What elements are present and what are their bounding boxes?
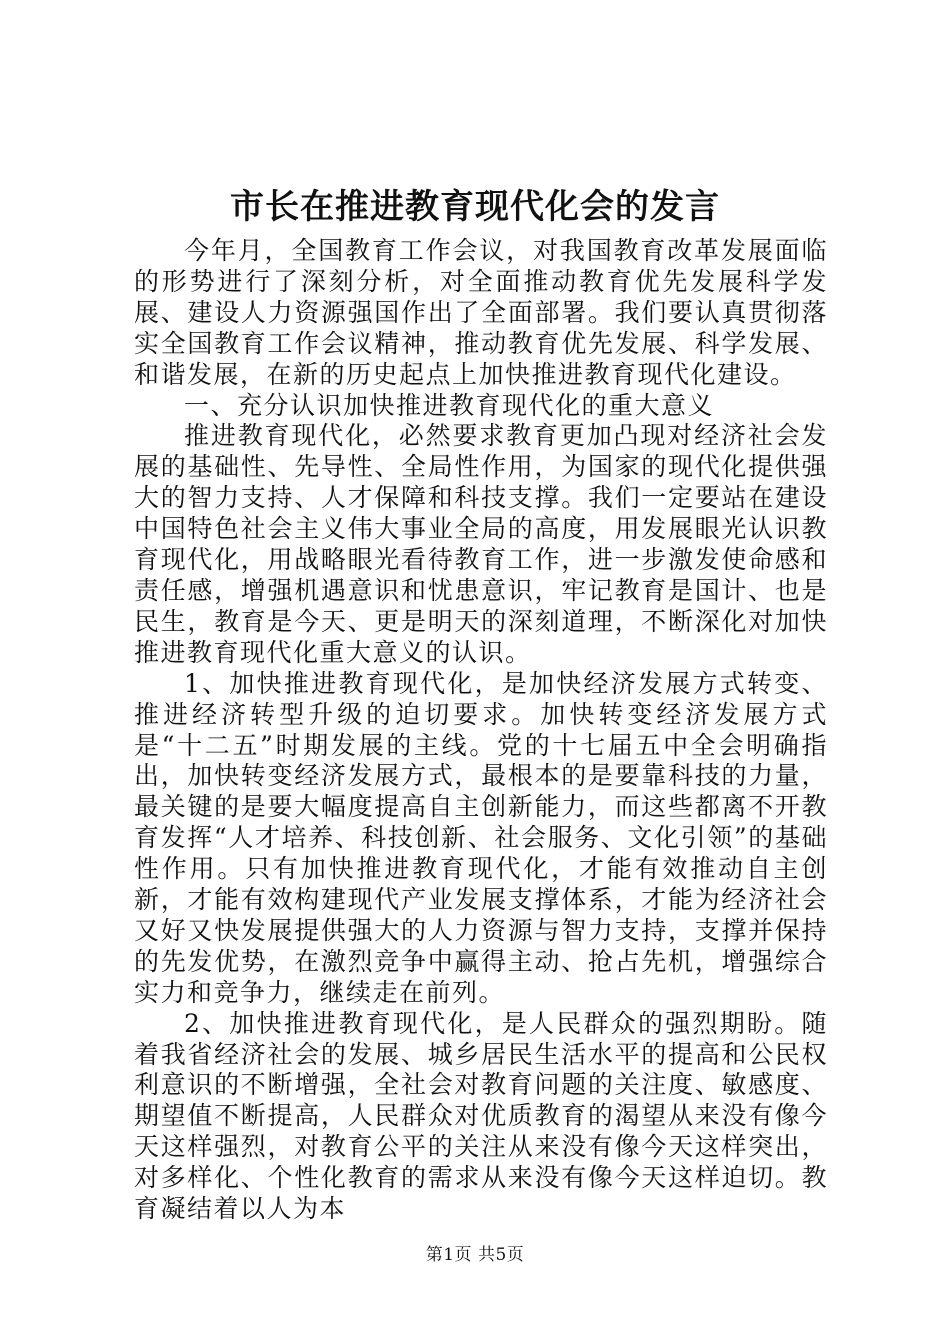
paragraph-point-1: 1、加快推进教育现代化，是加快经济发展方式转变、推进经济转型升级的迫切要求。加快转变经济发展方式是“十二五”时期发展的主线。党的十七届五中全会明确指出，加快转变经济发展方式，最根本的是要靠科技的力量，最关键的是要大幅度提高自主创新能力，而这些都离不开教育发挥“人才培养、科技创新、社会服务、文化引领”的基础性作用。只有加快推进教育现代化，才能有效推动自主创新，才能有效构建现代产业发展支撑体系，才能为经济社会又好又快发展提供强大的人力资源与智力支持，支撑并保持的先发优势，在激烈竞争中赢得主动、抢占先机，增强综合实力和竞争力，继续走在前列。 — [134, 668, 828, 1007]
paragraph-significance: 推进教育现代化，必然要求教育更加凸现对经济社会发展的基础性、先导性、全局性作用，为国家的现代化提供强大的智力支持、人才保障和科技支撑。我们一定要站在建设中国特色社会主义伟大事业全局的高度，用发展眼光认识教育现代化，用战略眼光看待教育工作，进一步激发使命感和责任感，增强机遇意识和忧患意识，牢记教育是国计、也是民生，教育是今天、更是明天的深刻道理，不断深化对加快推进教育现代化重大意义的认识。 — [134, 421, 828, 667]
document-body — [134, 236, 828, 1225]
document-title: 市长在推进教育现代化会的发言 — [230, 187, 720, 227]
paragraph-intro: 今年月，全国教育工作会议，对我国教育改革发展面临的形势进行了深刻分析，对全面推动教育优先发展科学发展、建设人力资源强国作出了全面部署。我们要认真贯彻落实全国教育工作会议精神，推动教育优先发展、科学发展、和谐发展，在新的历史起点上加快推进教育现代化建设。 — [134, 236, 828, 389]
page-number: 第1页 共5页 — [425, 1245, 525, 1265]
paragraph-point-2: 2、加快推进教育现代化，是人民群众的强烈期盼。随着我省经济社会的发展、城乡居民生活水平的提高和公民权利意识的不断增强，全社会对教育问题的关注度、敏感度、期望值不断提高，人民群众对优质教育的渴望从来没有像今天这样强烈，对教育公平的关注从来没有像今天这样突出，对多样化、个性化教育的需求从来没有像今天这样迫切。教育凝结着以人为本 — [134, 1008, 828, 1224]
section-heading-1: 一、充分认识加快推进教育现代化的重大意义 — [184, 390, 715, 420]
